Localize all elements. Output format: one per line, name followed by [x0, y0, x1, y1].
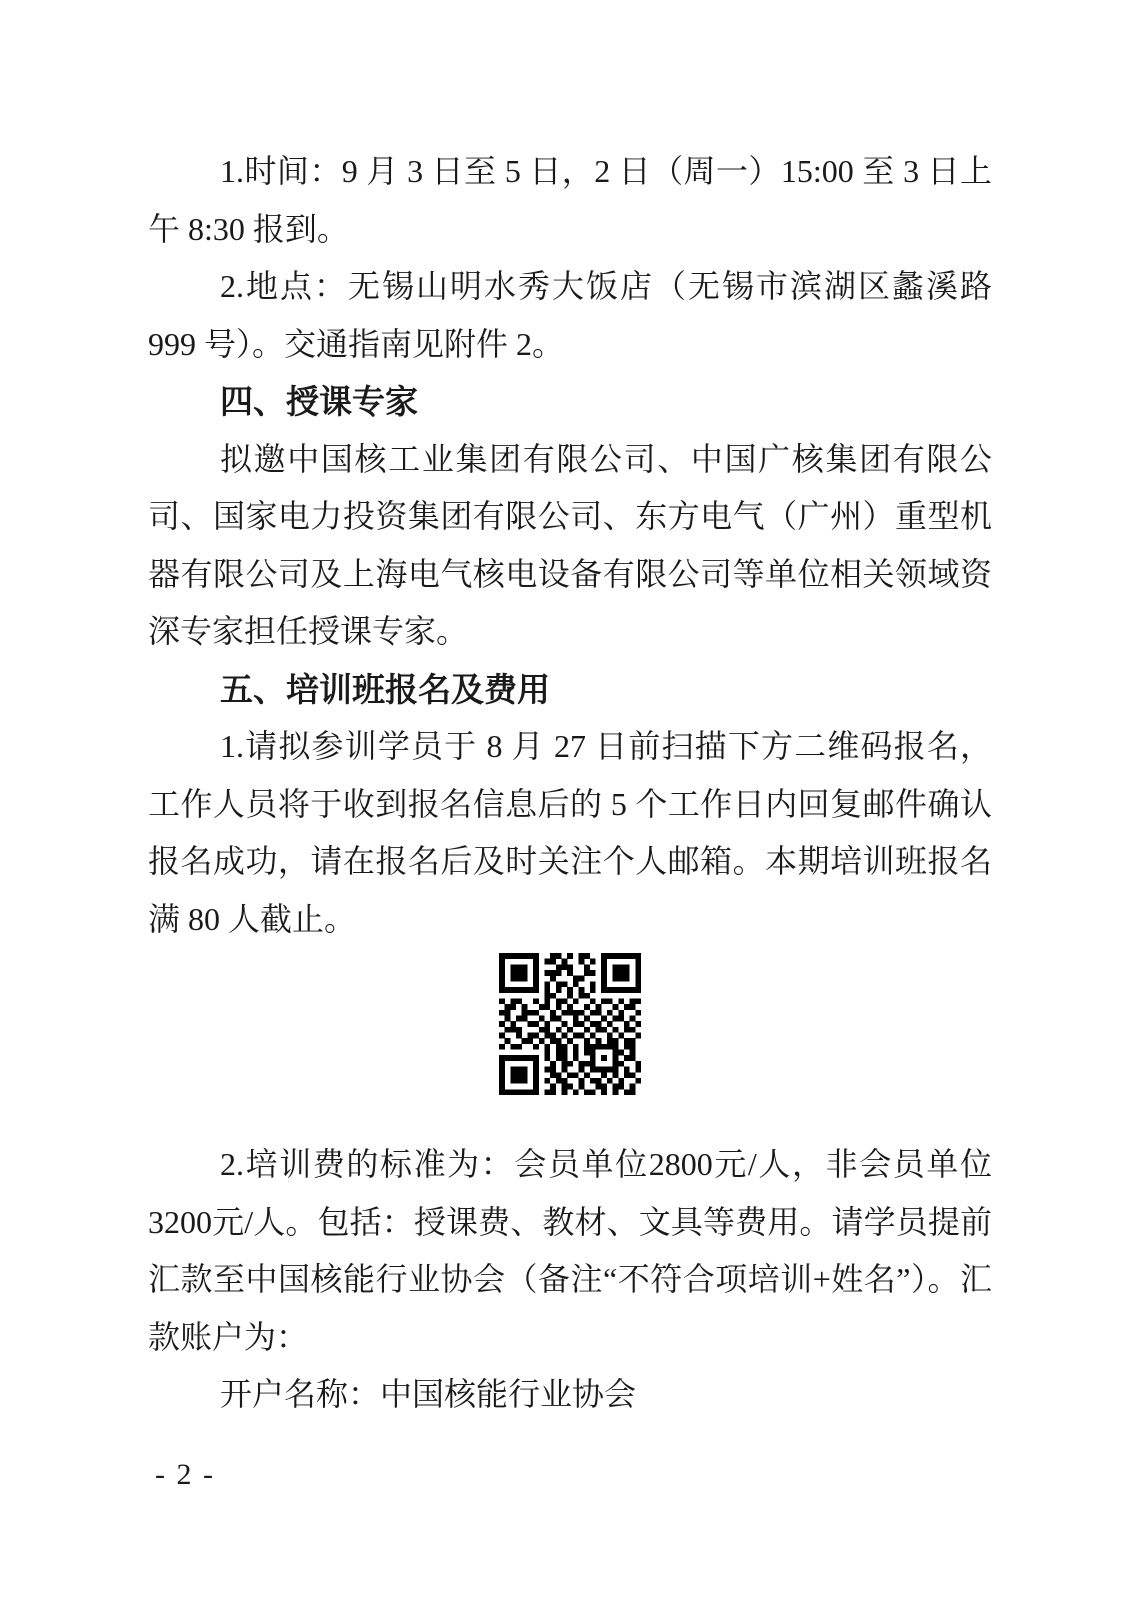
paragraph-registration: 1.请拟参训学员于 8 月 27 日前扫描下方二维码报名，工作人员将于收到报名信息后的 5 个工作日内回复邮件确认报名成功，请在报名后及时关注个人邮箱。本期培训班报名满 80 人截止。 — [148, 728, 992, 937]
paragraph-location: 2.地点：无锡山明水秀大饭店（无锡市滨湖区蠡溪路 999 号）。交通指南见附件 2。 — [148, 268, 992, 362]
qr-code-block — [148, 948, 992, 1136]
heading-section5-registration: 五、培训班报名及费用 — [220, 670, 550, 708]
paragraph-time: 1.时间：9 月 3 日至 5 日，2 日（周一）15:00 至 3 日上午 8:30 报到。 — [148, 153, 992, 247]
registration-qr-code-icon — [499, 953, 641, 1095]
paragraph-fee: 2.培训费的标准为：会员单位2800元/人，非会员单位3200元/人。包括：授课费、教材、文具等费用。请学员提前汇款至中国核能行业协会（备注“不符合项培训+姓名”）。汇款账户为： — [148, 1146, 992, 1355]
paragraph-experts: 拟邀中国核工业集团有限公司、中国广核集团有限公司、国家电力投资集团有限公司、东方电气（广州）重型机器有限公司及上海电气核电设备有限公司等单位相关领域资深专家担任授课专家。 — [148, 440, 992, 649]
document-body — [148, 143, 992, 1424]
paragraph-account-name: 开户名称：中国核能行业协会 — [220, 1376, 637, 1412]
page-number: - 2 - — [155, 1458, 215, 1491]
heading-section4-experts: 四、授课专家 — [220, 383, 418, 420]
